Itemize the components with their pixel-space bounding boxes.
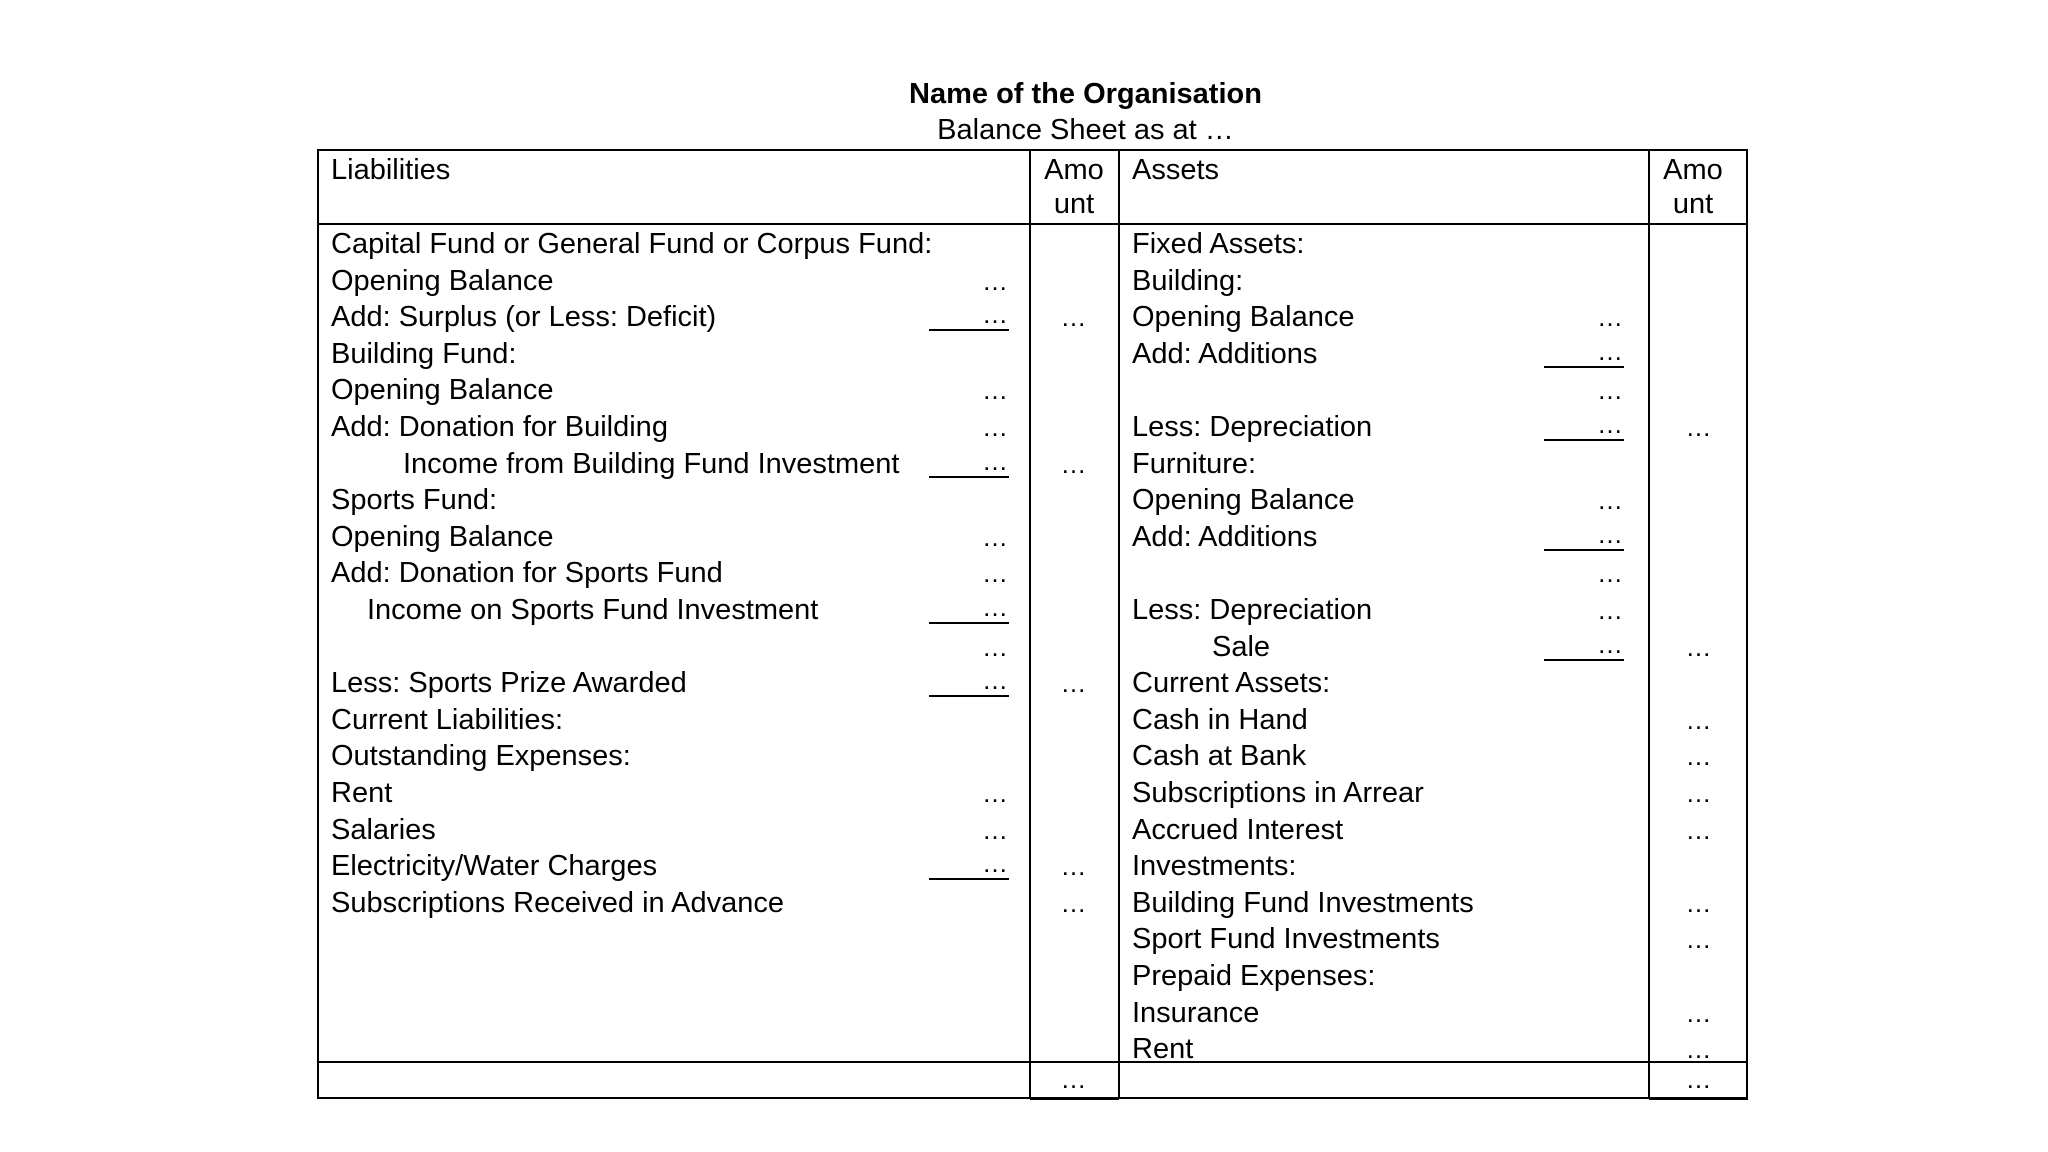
liabilities-label: Add: Donation for Sports Fund xyxy=(331,557,723,590)
assets-amount-header-line1: Amo xyxy=(1663,154,1723,186)
assets-amount: … xyxy=(1685,1034,1713,1065)
assets-row xyxy=(319,885,1746,921)
liabilities-total-underline xyxy=(1030,1098,1119,1100)
assets-amount: … xyxy=(1685,741,1713,772)
assets-row xyxy=(319,446,1746,482)
assets-row xyxy=(319,226,1746,262)
assets-total-underline xyxy=(1649,1098,1748,1100)
balance-sheet-table xyxy=(317,149,1748,1099)
liabilities-header: Liabilities xyxy=(331,154,451,186)
assets-inner-amount: … xyxy=(1597,485,1624,516)
assets-row xyxy=(319,372,1746,408)
liabilities-label: Income from Building Fund Investment xyxy=(403,447,900,480)
liabilities-inner-amount: … xyxy=(982,412,1009,442)
assets-label: Cash in Hand xyxy=(1132,703,1308,736)
liabilities-label: Opening Balance xyxy=(331,374,554,407)
liabilities-total: … xyxy=(1060,1064,1088,1094)
liabilities-amount: … xyxy=(1060,668,1088,699)
assets-amount: … xyxy=(1685,631,1713,662)
assets-label: Fixed Assets: xyxy=(1132,228,1305,260)
assets-row xyxy=(319,958,1746,994)
balance-sheet-subtitle: Balance Sheet as at … xyxy=(937,114,1234,146)
assets-row xyxy=(319,555,1746,591)
liabilities-label: Salaries xyxy=(331,813,436,846)
assets-row xyxy=(319,995,1746,1031)
assets-inner-amount: … xyxy=(1544,629,1624,661)
assets-label: Opening Balance xyxy=(1132,484,1355,517)
liabilities-label: Add: Surplus (or Less: Deficit) xyxy=(331,301,717,334)
liabilities-inner-amount: … xyxy=(929,592,1009,624)
assets-label: Prepaid Expenses: xyxy=(1132,960,1376,992)
assets-row xyxy=(319,336,1746,372)
liabilities-label: Less: Sports Prize Awarded xyxy=(331,667,687,700)
assets-row xyxy=(319,263,1746,299)
assets-inner-amount: … xyxy=(1597,375,1624,406)
assets-total: … xyxy=(1685,1064,1713,1094)
assets-label: Less: Depreciation xyxy=(1132,411,1373,443)
liabilities-label: Sports Fund: xyxy=(331,484,498,517)
assets-label: Sale xyxy=(1212,630,1271,663)
assets-label: Accrued Interest xyxy=(1132,813,1344,846)
assets-label: Less: Depreciation xyxy=(1132,594,1373,626)
liabilities-amount: … xyxy=(1060,448,1088,479)
assets-amount: … xyxy=(1685,814,1713,845)
liabilities-label: Electricity/Water Charges xyxy=(331,850,658,883)
assets-label: Rent xyxy=(1132,1033,1194,1066)
assets-amount: … xyxy=(1685,924,1713,955)
assets-row xyxy=(319,921,1746,957)
assets-label: Add: Additions xyxy=(1132,520,1318,553)
liabilities-label: Opening Balance xyxy=(331,520,554,553)
assets-row xyxy=(319,848,1746,884)
assets-amount: … xyxy=(1685,778,1713,808)
liabilities-inner-amount: … xyxy=(982,521,1009,552)
assets-amount-header-line2: unt xyxy=(1672,188,1714,220)
assets-row xyxy=(319,519,1746,555)
assets-label: Current Assets: xyxy=(1132,667,1331,700)
assets-label: Insurance xyxy=(1132,996,1260,1029)
assets-row xyxy=(319,738,1746,774)
liabilities-inner-amount: … xyxy=(982,778,1009,808)
liabilities-amount: … xyxy=(1060,851,1088,882)
liabilities-label: Opening Balance xyxy=(331,264,554,297)
liabilities-inner-amount: … xyxy=(929,446,1009,478)
assets-label: Subscriptions in Arrear xyxy=(1132,777,1424,809)
assets-inner-amount: … xyxy=(1597,595,1624,625)
assets-amount: … xyxy=(1685,412,1713,442)
liabilities-inner-amount: … xyxy=(982,814,1009,845)
assets-row xyxy=(319,629,1746,665)
liabilities-inner-amount: … xyxy=(982,558,1009,589)
assets-inner-amount: … xyxy=(1544,336,1624,368)
liabilities-label: Capital Fund or General Fund or Corpus Fund: xyxy=(331,228,933,260)
liabilities-inner-amount: … xyxy=(982,265,1009,296)
liabilities-label: Building Fund: xyxy=(331,337,517,370)
liabilities-amount-header-line1: Amo xyxy=(1044,154,1104,186)
assets-row xyxy=(319,409,1746,445)
assets-label: Cash at Bank xyxy=(1132,740,1307,773)
assets-amount: … xyxy=(1685,997,1713,1028)
assets-row xyxy=(319,665,1746,701)
liabilities-label: Add: Donation for Building xyxy=(331,411,668,443)
assets-row xyxy=(319,775,1746,811)
organisation-name: Name of the Organisation xyxy=(909,78,1262,110)
assets-label: Building: xyxy=(1132,264,1244,297)
liabilities-amount-header-line2: unt xyxy=(1053,188,1095,220)
liabilities-inner-amount: … xyxy=(929,665,1009,697)
liabilities-amount: … xyxy=(1060,887,1088,918)
liabilities-inner-amount: … xyxy=(982,375,1009,406)
liabilities-inner-amount: … xyxy=(982,631,1009,662)
liabilities-amount: … xyxy=(1060,302,1088,333)
assets-label: Opening Balance xyxy=(1132,301,1355,334)
header-divider xyxy=(319,223,1746,225)
liabilities-label: Income on Sports Fund Investment xyxy=(367,594,819,626)
assets-label: Building Fund Investments xyxy=(1132,886,1474,919)
assets-label: Sport Fund Investments xyxy=(1132,923,1440,956)
assets-label: Add: Additions xyxy=(1132,337,1318,370)
assets-amount: … xyxy=(1685,704,1713,735)
assets-inner-amount: … xyxy=(1544,409,1624,441)
assets-amount: … xyxy=(1685,887,1713,918)
liabilities-label: Outstanding Expenses: xyxy=(331,740,631,773)
liabilities-label: Current Liabilities: xyxy=(331,703,564,736)
assets-row xyxy=(319,299,1746,335)
assets-label: Furniture: xyxy=(1132,447,1257,480)
assets-inner-amount: … xyxy=(1597,302,1624,333)
liabilities-inner-amount: … xyxy=(929,299,1009,331)
assets-inner-amount: … xyxy=(1544,519,1624,551)
assets-row xyxy=(319,482,1746,518)
assets-inner-amount: … xyxy=(1597,558,1624,589)
liabilities-label: Subscriptions Received in Advance xyxy=(331,886,784,919)
liabilities-inner-amount: … xyxy=(929,848,1009,880)
assets-row xyxy=(319,812,1746,848)
assets-label: Investments: xyxy=(1132,850,1297,883)
assets-row xyxy=(319,702,1746,738)
assets-row xyxy=(319,592,1746,628)
liabilities-label: Rent xyxy=(331,777,393,809)
assets-header: Assets xyxy=(1132,154,1220,186)
